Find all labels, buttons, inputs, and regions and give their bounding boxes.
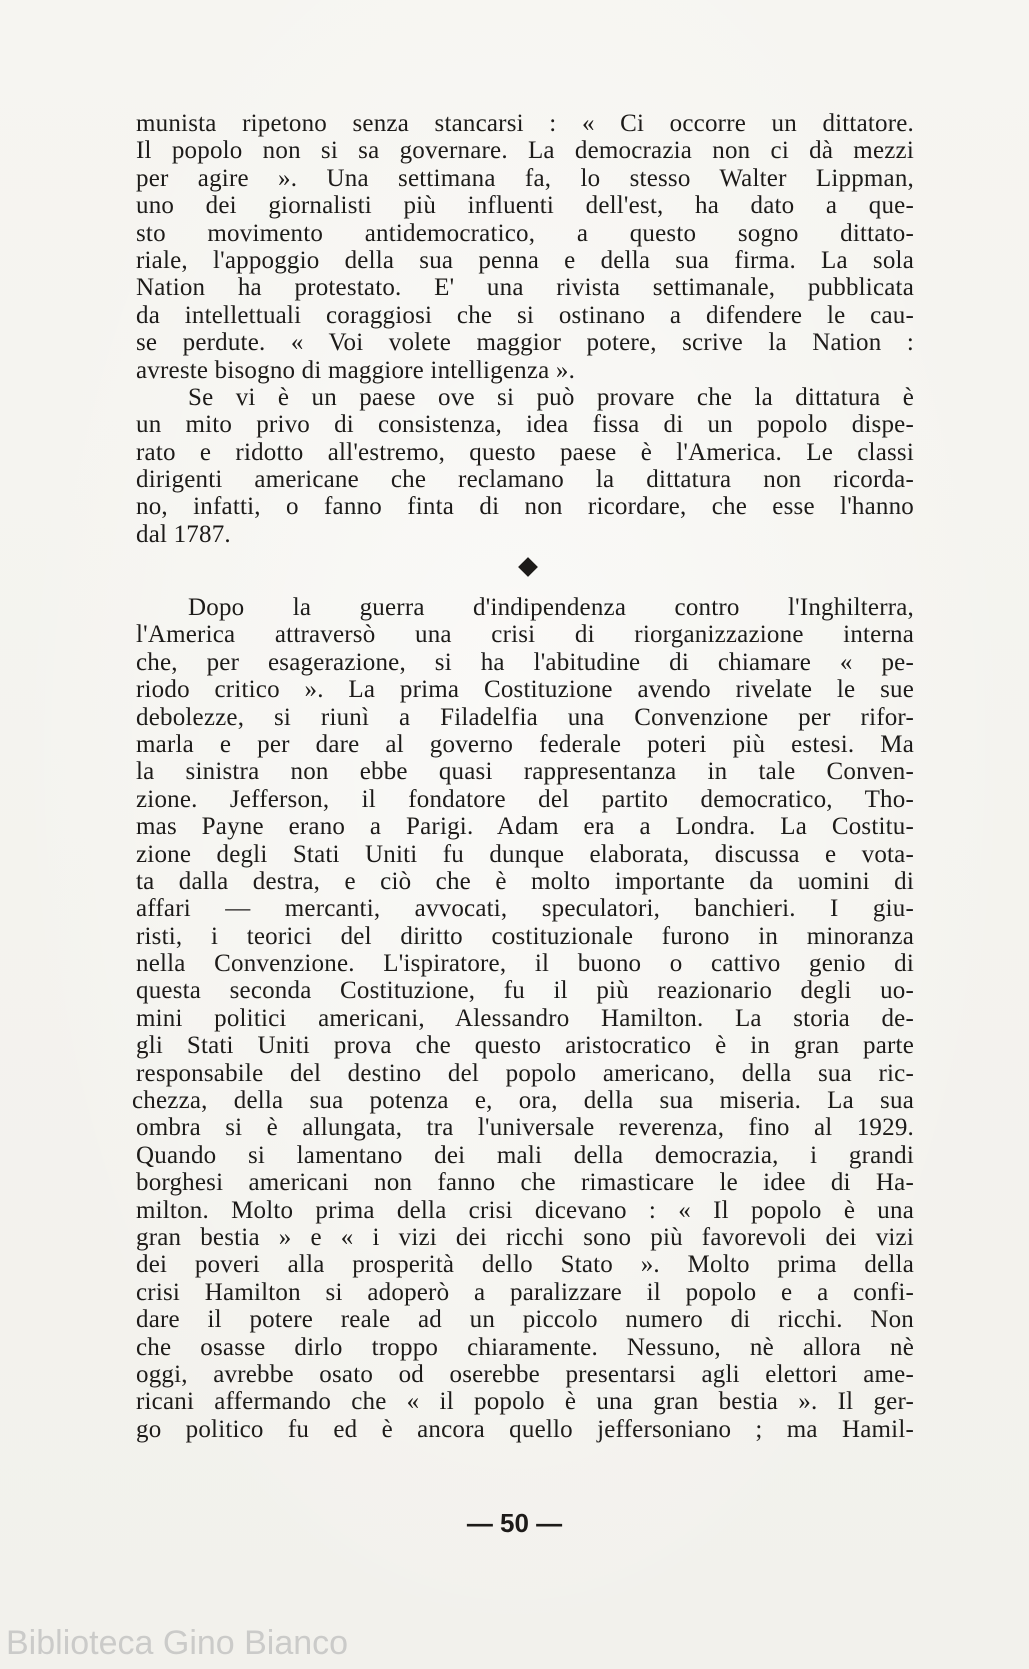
text-line: mini politici americani, Alessandro Hamilton. La storia de-	[136, 1004, 914, 1032]
text-line: riale, l'appoggio della sua penna e della sua firma. La sola	[136, 246, 914, 274]
text-line: risti, i teorici del diritto costituzionale furono in minoranza	[136, 922, 914, 950]
text-line: chezza, della sua potenza e, ora, della sua miseria. La sua	[132, 1087, 914, 1115]
text-line: ombra si è allungata, tra l'universale reverenza, fino al 1929.	[136, 1114, 914, 1142]
text-line: che osasse dirlo troppo chiaramente. Nessuno, nè allora nè	[136, 1333, 914, 1361]
text-line: dirigenti americane che reclamano la dittatura non ricorda-	[136, 466, 914, 494]
text-line: che, per esagerazione, si ha l'abitudine di chiamare « pe-	[136, 648, 914, 676]
text-line: per agire ». Una settimana fa, lo stesso Walter Lippman,	[136, 164, 914, 192]
text-line: rato e ridotto all'estremo, questo paese è l'America. Le classi	[136, 438, 914, 466]
text-line: ricani affermando che « il popolo è una gran bestia ». Il ger-	[136, 1388, 914, 1416]
text-line: questa seconda Costituzione, fu il più reazionario degli uo-	[136, 977, 914, 1005]
text-line: la sinistra non ebbe quasi rappresentanza in tale Conven-	[136, 758, 914, 786]
text-line: riodo critico ». La prima Costituzione avendo rivelate le sue	[136, 676, 914, 704]
diamond-separator-icon	[518, 557, 538, 577]
text-line: un mito privo di consistenza, idea fissa di un popolo dispe-	[136, 411, 914, 439]
text-line: crisi Hamilton si adoperò a paralizzare il popolo e a confi-	[136, 1278, 914, 1306]
text-line: go politico fu ed è ancora quello jeffersoniano ; ma Hamil-	[136, 1415, 914, 1443]
text-line: dei poveri alla prosperità dello Stato ». Molto prima della	[136, 1251, 914, 1279]
text-line: da intellettuali coraggiosi che si ostinano a difendere le cau-	[136, 301, 914, 329]
text-line: affari — mercanti, avvocati, speculatori, banchieri. I giu-	[136, 895, 914, 923]
paragraph-top	[136, 110, 914, 548]
text-line: dal 1787.	[136, 520, 231, 548]
text-line: milton. Molto prima della crisi dicevano : « Il popolo è una	[136, 1196, 914, 1224]
text-line: zione degli Stati Uniti fu dunque elaborata, discussa e vota-	[136, 840, 914, 868]
text-line: marla e per dare al governo federale poteri più estesi. Ma	[136, 730, 914, 758]
text-line: oggi, avrebbe osato od oserebbe presentarsi agli elettori ame-	[136, 1360, 914, 1388]
text-line: Nation ha protestato. E' una rivista settimanale, pubblicata	[136, 274, 914, 302]
text-line: Dopo la guerra d'indipendenza contro l'Inghilterra,	[188, 594, 914, 621]
text-line: gli Stati Uniti prova che questo aristocratico è in gran parte	[136, 1032, 914, 1060]
text-line: borghesi americani non fanno che rimasticare le idee di Ha-	[136, 1169, 914, 1197]
text-line: nella Convenzione. L'ispiratore, il buono o cattivo genio di	[136, 950, 914, 978]
text-line: no, infatti, o fanno finta di non ricordare, che esse l'hanno	[136, 493, 914, 521]
text-line: ta dalla destra, e ciò che è molto importante da uomini di	[136, 867, 914, 895]
text-line: mas Payne erano a Parigi. Adam era a Londra. La Costitu-	[136, 813, 914, 841]
text-line: se perdute. « Voi volete maggior potere, scrive la Nation :	[136, 329, 914, 357]
text-line: responsabile del destino del popolo americano, della sua ric-	[136, 1059, 914, 1087]
text-line: Il popolo non si sa governare. La democrazia non ci dà mezzi	[136, 137, 914, 165]
text-line: sto movimento antidemocratico, a questo sogno dittato-	[136, 219, 914, 247]
text-line: l'America attraversò una crisi di riorganizzazione interna	[136, 621, 914, 649]
text-line: gran bestia » e « i vizi dei ricchi sono più favorevoli dei vizi	[136, 1223, 914, 1251]
text-line: avreste bisogno di maggiore intelligenza ».	[136, 356, 576, 384]
text-line: munista ripetono senza stancarsi : « Ci occorre un dittatore.	[136, 110, 914, 137]
paragraph-bottom	[132, 594, 914, 1443]
text-line: zione. Jefferson, il fondatore del partito democratico, Tho-	[136, 785, 914, 813]
page-number: — 50 —	[466, 1508, 563, 1538]
text-line: dare il potere reale ad un piccolo numero di ricchi. Non	[136, 1306, 914, 1334]
library-watermark: Biblioteca Gino Bianco	[6, 1624, 349, 1662]
text-line: uno dei giornalisti più influenti dell'est, ha dato a que-	[136, 192, 914, 220]
text-line: Quando si lamentano dei mali della democrazia, i grandi	[136, 1141, 914, 1169]
text-line: debolezze, si riunì a Filadelfia una Convenzione per rifor-	[136, 703, 914, 731]
text-line: Se vi è un paese ove si può provare che la dittatura è	[188, 383, 914, 411]
